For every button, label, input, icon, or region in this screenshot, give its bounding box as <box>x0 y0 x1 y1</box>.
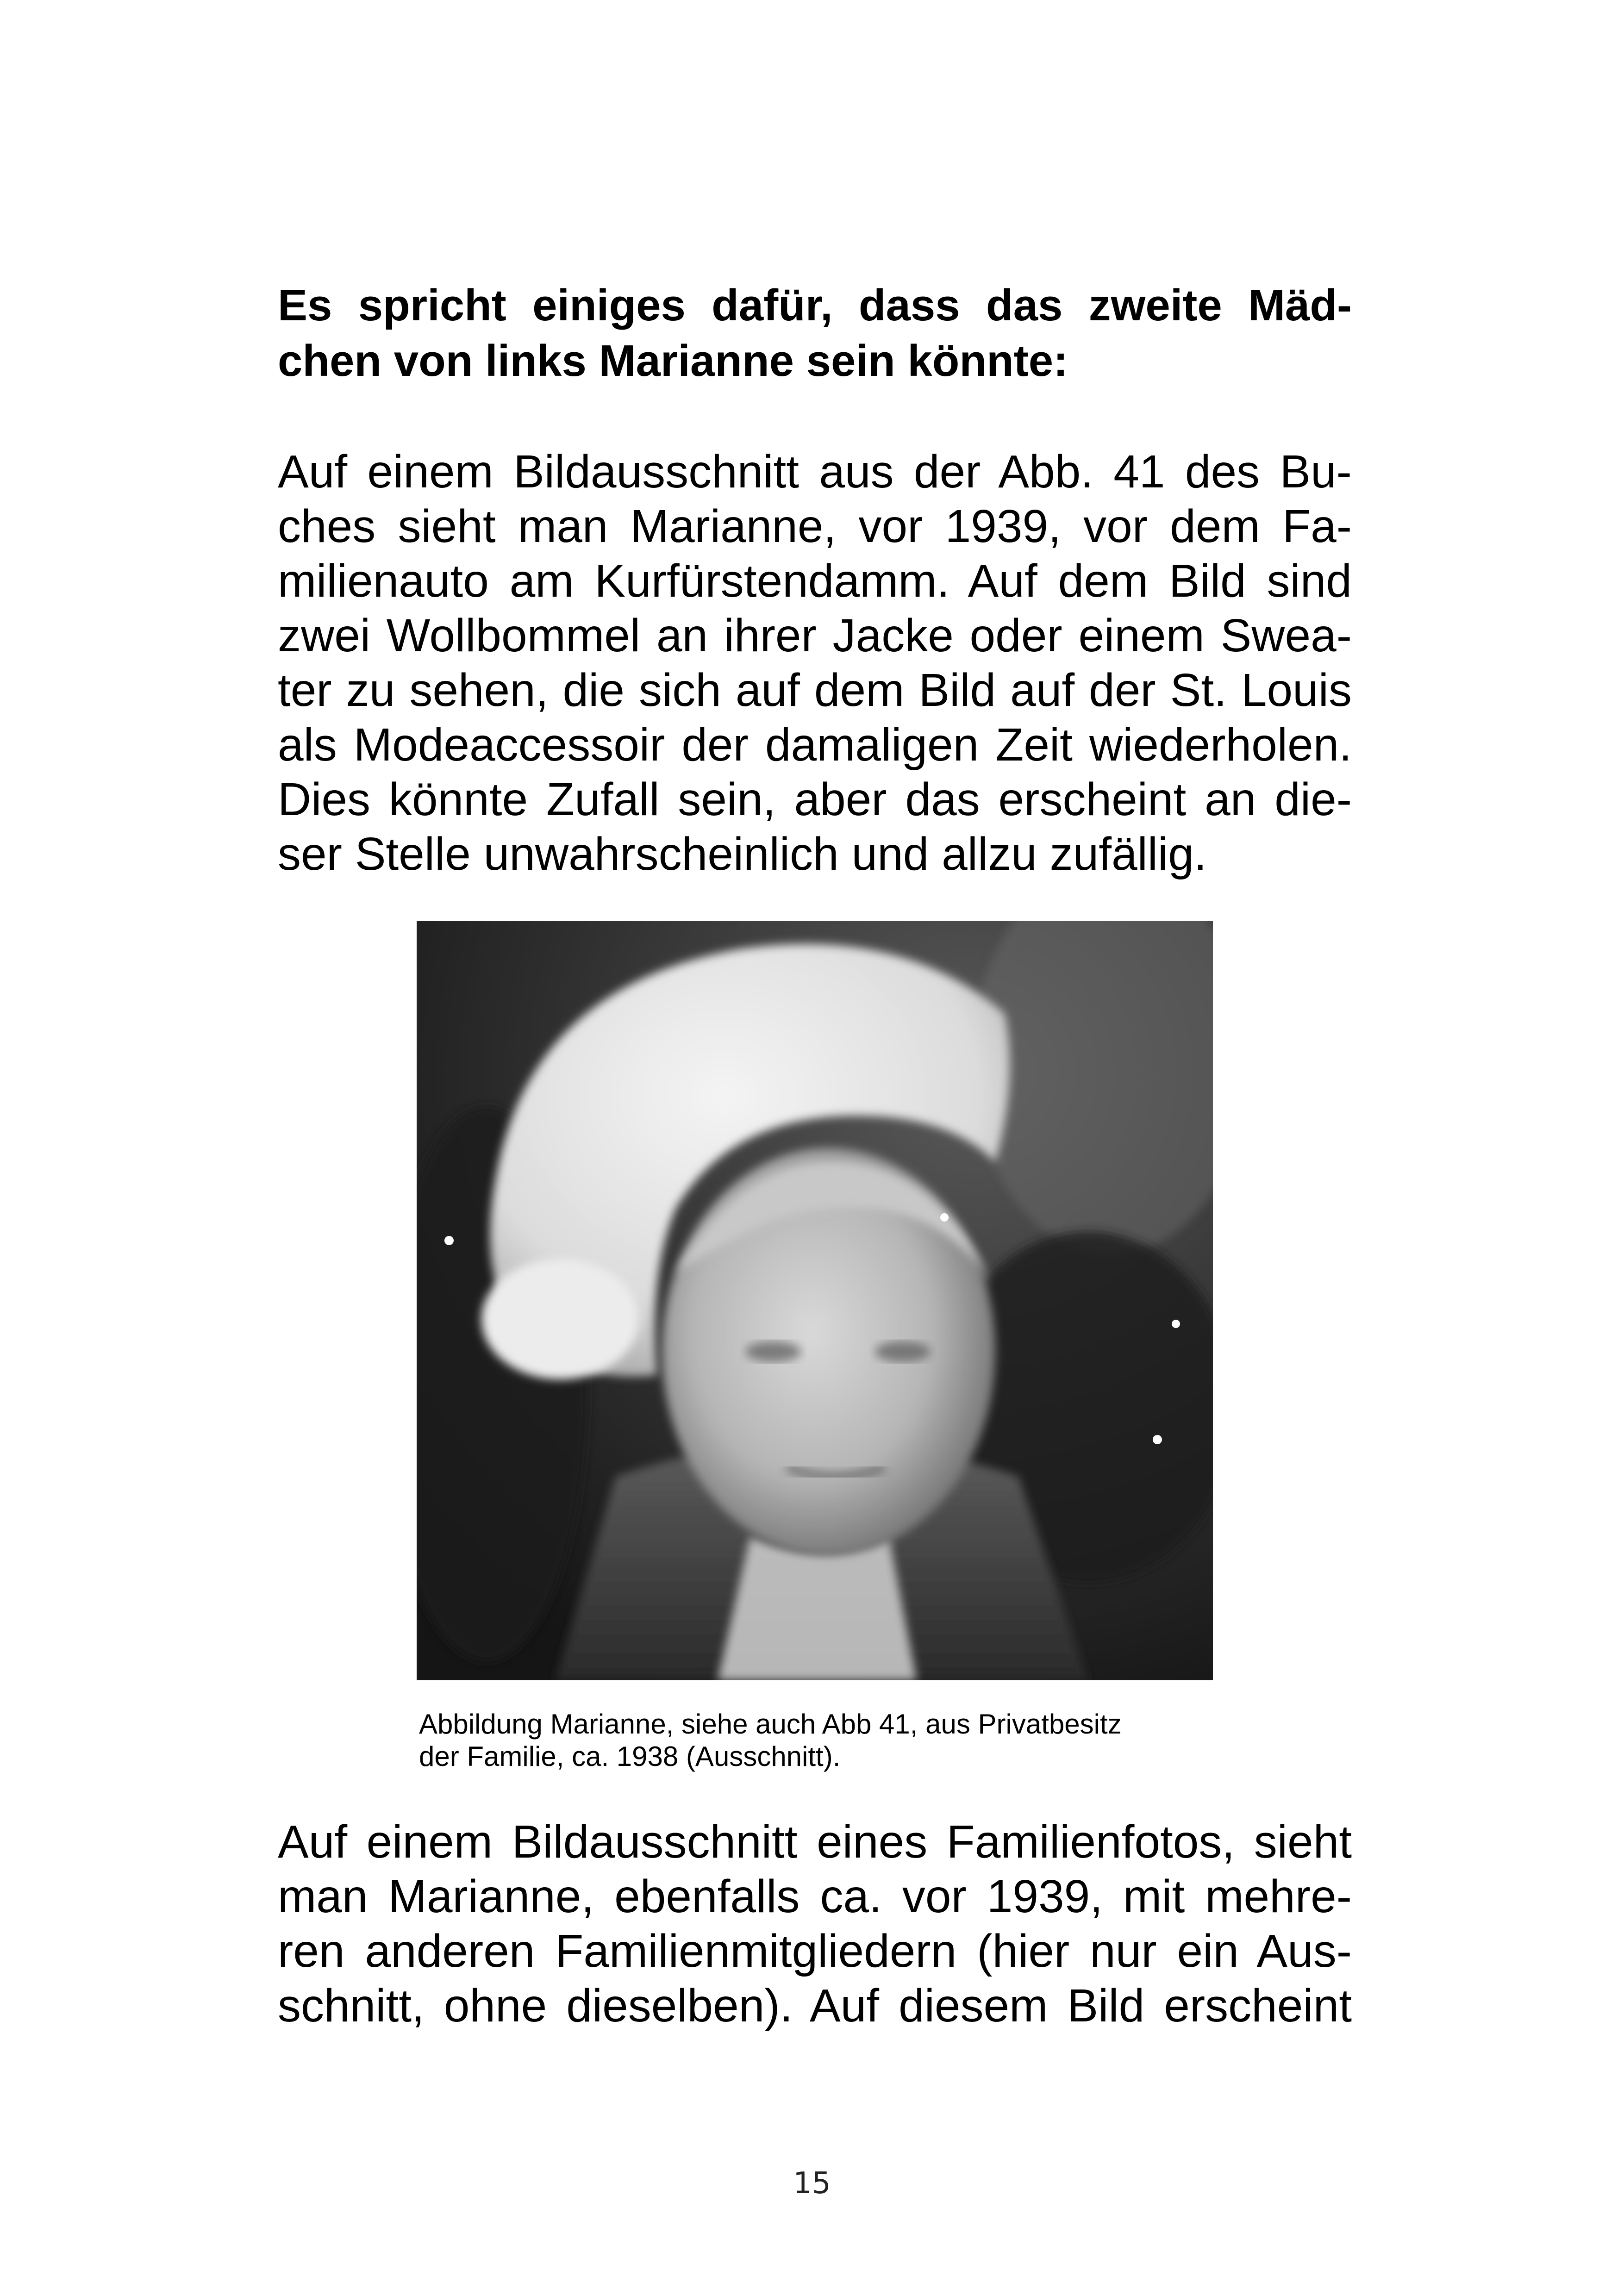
heading-line: chen von links Marianne sein könnte: <box>278 336 1068 386</box>
portrait-photo <box>417 921 1213 1680</box>
paragraph-line: schnitt, ohne dieselben). Auf diesem Bild erscheint <box>278 1980 1352 2032</box>
figure-caption <box>419 1708 1215 1773</box>
paragraph-line: Auf einem Bildausschnitt eines Familienfotos, sieht <box>278 1816 1352 1868</box>
paragraph-line: ren anderen Familienmitgliedern (hier nur ein Aus- <box>278 1925 1352 1977</box>
section-heading <box>278 278 1352 389</box>
portrait-illustration <box>417 921 1213 1680</box>
paragraph-line: ser Stelle unwahrscheinlich und allzu zufällig. <box>278 828 1207 880</box>
paragraph-line: ches sieht man Marianne, vor 1939, vor dem Fa- <box>278 500 1352 552</box>
paragraph-line: Auf einem Bildausschnitt aus der Abb. 41 des Bu- <box>278 446 1352 498</box>
page-number: 15 <box>793 2166 831 2201</box>
paragraph-1 <box>278 444 1352 881</box>
paragraph-2 <box>278 1815 1352 2033</box>
caption-line: der Familie, ca. 1938 (Ausschnitt). <box>419 1741 841 1772</box>
caption-line: Abbildung Marianne, siehe auch Abb 41, aus Privatbesitz <box>419 1709 1122 1740</box>
paragraph-line: milienauto am Kurfürstendamm. Auf dem Bild sind <box>278 555 1352 607</box>
paragraph-line: ter zu sehen, die sich auf dem Bild auf der St. Louis <box>278 664 1352 716</box>
paragraph-line: als Modeaccessoir der damaligen Zeit wiederholen. <box>278 719 1352 771</box>
heading-line: Es spricht einiges dafür, dass das zweite Mäd- <box>278 281 1352 330</box>
paragraph-line: Dies könnte Zufall sein, aber das erscheint an die- <box>278 773 1352 825</box>
paragraph-line: man Marianne, ebenfalls ca. vor 1939, mit mehre- <box>278 1871 1352 1922</box>
paragraph-line: zwei Wollbommel an ihrer Jacke oder einem Swea- <box>278 610 1352 661</box>
